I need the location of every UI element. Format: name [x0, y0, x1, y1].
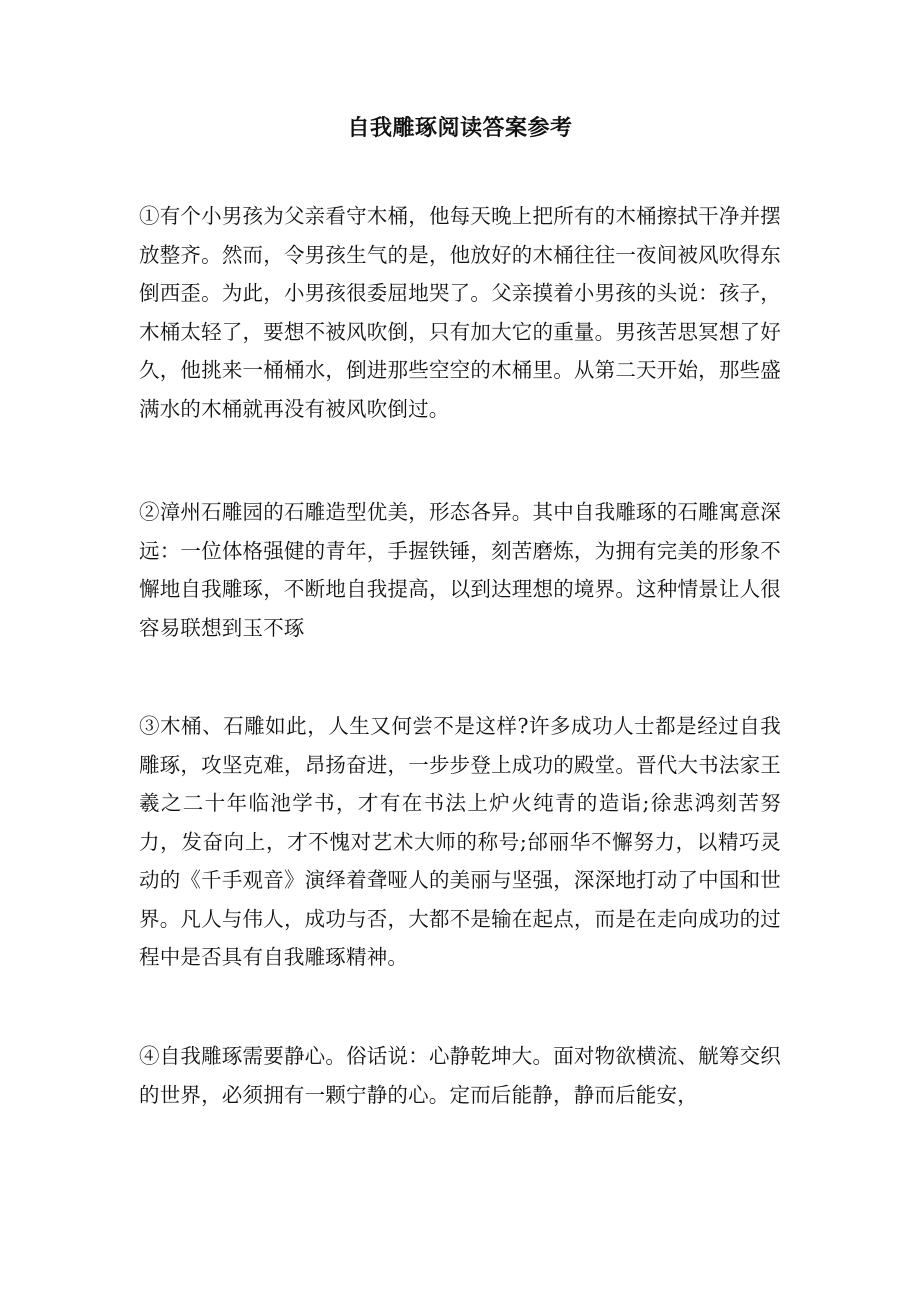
paragraph-4: ④自我雕琢需要静心。俗话说：心静乾坤大。面对物欲横流、觥筹交织的世界，必须拥有一颗宁静的心。定而后能静，静而后能安， [139, 1044, 781, 1107]
paragraph-2: ②漳州石雕园的石雕造型优美，形态各异。其中自我雕琢的石雕寓意深远：一位体格强健的青年，手握铁锤，刻苦磨炼，为拥有完美的形象不懈地自我雕琢，不断地自我提高，以到达理想的境界。这种情景让人很容易联想到玉不琢 [139, 500, 781, 640]
document-title: 自我雕琢阅读答案参考 [347, 115, 573, 141]
paragraph-1: ①有个小男孩为父亲看守木桶，他每天晚上把所有的木桶擦拭干净并摆放整齐。然而，令男孩生气的是，他放好的木桶往往一夜间被风吹得东倒西歪。为此，小男孩很委屈地哭了。父亲摸着小男孩的头说：孩子，木桶太轻了，要想不被风吹倒，只有加大它的重量。男孩苦思冥想了好久，他挑来一桶桶水，倒进那些空空的木桶里。从第二天开始，那些盛满水的木桶就再没有被风吹倒过。 [139, 204, 781, 421]
paragraph-3: ③木桶、石雕如此，人生又何尝不是这样?许多成功人士都是经过自我雕琢，攻坚克难，昂扬奋进，一步步登上成功的殿堂。晋代大书法家王羲之二十年临池学书，才有在书法上炉火纯青的造诣;徐悲鸿刻苦努力，发奋向上，才不愧对艺术大师的称号;邰丽华不懈努力，以精巧灵动的《千手观音》演绎着聋哑人的美丽与坚强，深深地打动了中国和世界。凡人与伟人，成功与否，大都不是输在起点，而是在走向成功的过程中是否具有自我雕琢精神。 [139, 714, 781, 969]
